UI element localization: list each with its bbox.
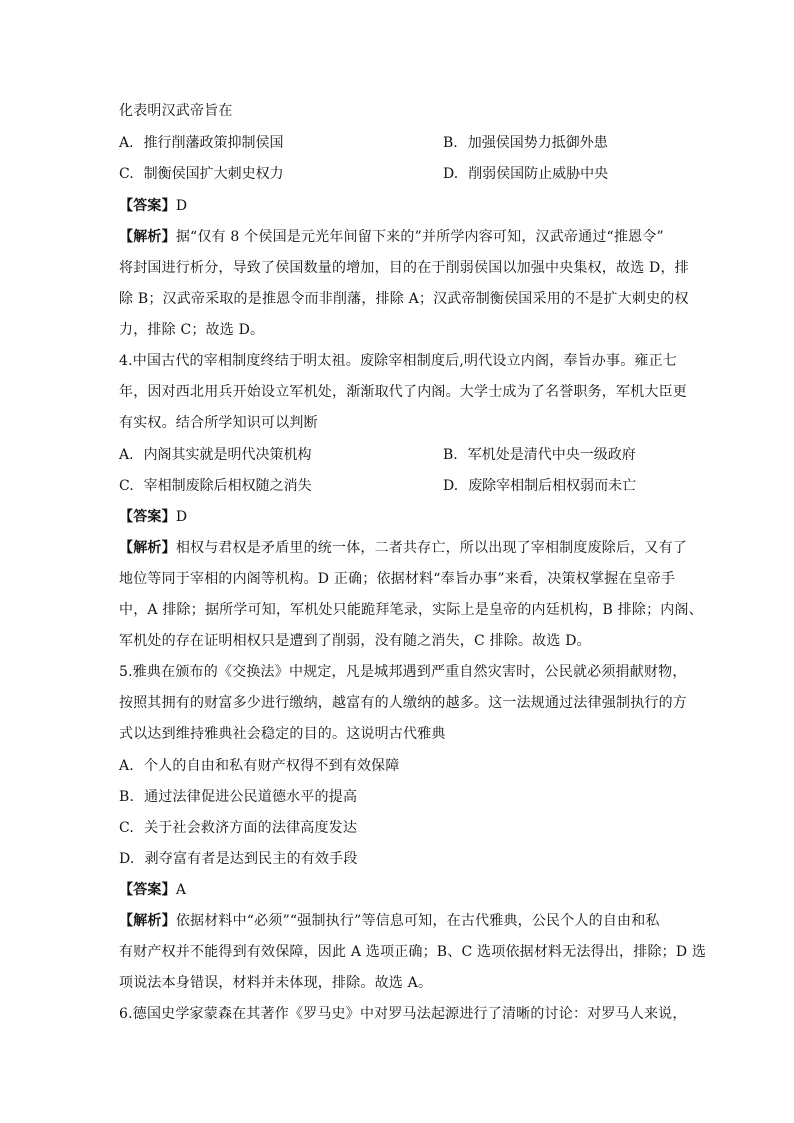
question-3-options-row-1 <box>119 133 679 153</box>
option-b[interactable]: B. 军机处是清代中央一级政府 <box>443 447 636 463</box>
question-4-stem-line-2: 年，因对西北用兵开始设立军机处，渐渐取代了内阁。大学士成为了名誉职务，军机大臣更 <box>119 384 687 400</box>
answer-value: A <box>175 882 187 898</box>
question-6-stem-line-1: 6.德国史学家蒙森在其著作《罗马史》中对罗马法起源进行了清晰的讨论：对罗马人来说， <box>119 1006 687 1022</box>
answer-value: D <box>175 509 188 525</box>
option-a[interactable]: A. 个人的自由和私有财产权得不到有效保障 <box>119 758 400 774</box>
question-4-analysis-line-4: 军机处的存在证明相权只是遭到了削弱，没有随之消失，C 排除。故选 D。 <box>119 633 591 649</box>
question-4-stem-line-1: 4.中国古代的宰相制度终结于明太祖。废除宰相制度后,明代设立内阁，奉旨办事。雍正七 <box>119 353 678 369</box>
question-4-analysis-line-2: 地位等同于宰相的内阁等机构。D 正确；依据材料“奉旨办事”来看，决策权掌握在皇帝手 <box>119 571 676 587</box>
question-3-analysis-line-1: 【解析】据“仅有 8 个侯国是元光年间留下来的”并所学内容可知，汉武帝通过“推恩令” <box>119 229 664 245</box>
question-5-analysis-line-1: 【解析】依据材料中“必须”“强制执行”等信息可知，在古代雅典，公民个人的自由和私 <box>119 913 660 929</box>
analysis-tag: 【解析】 <box>119 229 176 245</box>
answer-value: D <box>175 198 188 214</box>
analysis-tag: 【解析】 <box>119 913 176 929</box>
option-d[interactable]: D. 削弱侯国防止威胁中央 <box>443 166 609 182</box>
question-5-stem-line-1: 5.雅典在颁布的《交换法》中规定，凡是城邦遇到严重自然灾害时，公民就必须捐献财物， <box>119 664 687 680</box>
option-a[interactable]: A. 内阁其实就是明代决策机构 <box>119 447 312 463</box>
question-4-options-row-1 <box>119 445 679 465</box>
question-5-stem-line-3: 式以达到维持雅典社会稳定的目的。这说明古代雅典 <box>119 726 446 742</box>
question-3-analysis-line-3: 除 B；汉武帝采取的是推恩令而非削藩，排除 A；汉武帝制衡侯国采用的不是扩大刺史的权 <box>119 291 689 307</box>
question-4-stem-line-3: 有实权。结合所学知识可以判断 <box>119 415 318 431</box>
question-5-stem-line-2: 按照其拥有的财富多少进行缴纳，越富有的人缴纳的越多。这一法规通过法律强制执行的方 <box>119 695 687 711</box>
option-c[interactable]: C. 关于社会救济方面的法律高度发达 <box>119 820 358 836</box>
option-b[interactable]: B. 通过法律促进公民道德水平的提高 <box>119 789 358 805</box>
question-4-analysis-line-3: 中，A 排除；据所学可知，军机处只能跪拜笔录，实际上是皇帝的内廷机构，B 排除；内阁、 <box>119 602 703 618</box>
question-5-answer <box>119 880 679 900</box>
question-4-analysis-line-1: 【解析】相权与君权是矛盾里的统一体，二者共存亡，所以出现了宰相制度废除后，又有了 <box>119 540 688 556</box>
answer-tag: 【答案】 <box>119 198 176 214</box>
question-4-answer <box>119 507 679 527</box>
question-3-stem-tail: 化表明汉武帝旨在 <box>119 103 233 119</box>
question-3-analysis-line-4: 力，排除 C；故选 D。 <box>119 322 265 338</box>
answer-tag: 【答案】 <box>119 509 176 525</box>
option-d[interactable]: D. 剥夺富有者是达到民主的有效手段 <box>119 851 358 867</box>
option-b[interactable]: B. 加强侯国势力抵御外患 <box>443 135 608 151</box>
option-c[interactable]: C. 宰相制废除后相权随之消失 <box>119 478 312 494</box>
option-c[interactable]: C. 制衡侯国扩大刺史权力 <box>119 166 284 182</box>
option-a[interactable]: A. 推行削藩政策抑制侯国 <box>119 135 284 151</box>
answer-tag: 【答案】 <box>119 882 176 898</box>
option-d[interactable]: D. 废除宰相制后相权弱而未亡 <box>443 478 637 494</box>
analysis-tag: 【解析】 <box>119 540 176 556</box>
question-3-answer <box>119 196 679 216</box>
question-4-options-row-2 <box>119 476 679 496</box>
question-3-options-row-2 <box>119 164 679 184</box>
question-5-analysis-line-3: 项说法本身错误，材料并未体现，排除。故选 A。 <box>119 975 433 991</box>
question-3-analysis-line-2: 将封国进行析分，导致了侯国数量的增加，目的在于削弱侯国以加强中央集权，故选 D，排 <box>119 260 689 276</box>
question-5-analysis-line-2: 有财产权并不能得到有效保障，因此 A 选项正确；B、C 选项依据材料无法得出，排除；D 选 <box>119 944 707 960</box>
